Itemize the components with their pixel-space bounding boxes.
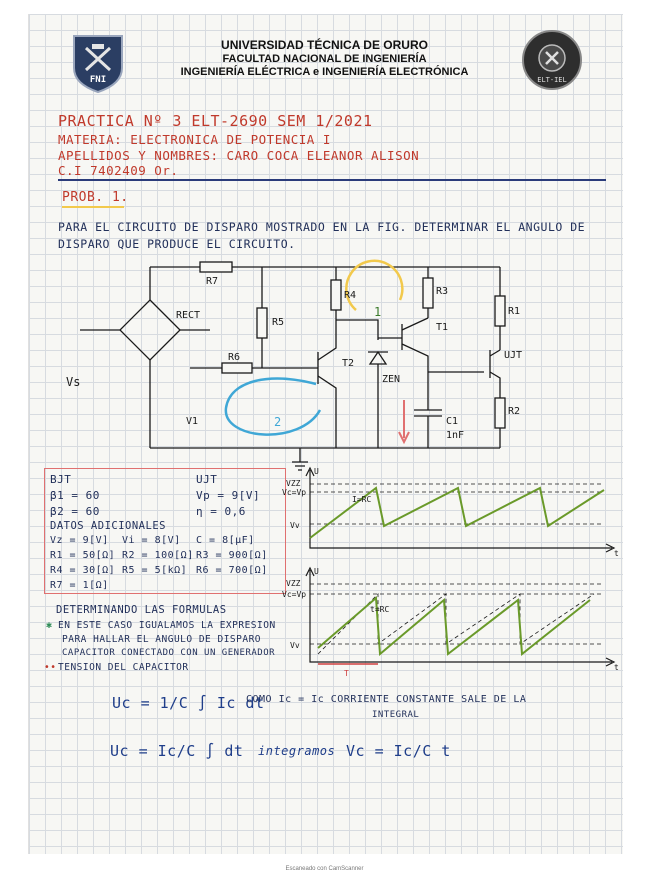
university-name: UNIVERSIDAD TÉCNICA DE ORURO — [221, 38, 428, 52]
label-loop-1: 1 — [374, 305, 382, 319]
vi-value: Vi = 8[V] — [122, 535, 181, 546]
problem-statement-line2: DISPARO QUE PRODUCE EL CIRCUITO. — [58, 237, 296, 251]
problem-label: PROB. 1. — [62, 190, 129, 205]
c-value: C = 8[μF] — [196, 535, 255, 546]
beta2-value: β2 = 60 — [50, 505, 100, 518]
equation-1-comment-b: INTEGRAL — [372, 710, 420, 720]
bottom-vcvp-label: Vc=Vp — [282, 590, 307, 599]
vz-value: Vz = 9[V] — [50, 535, 109, 546]
r7-value: R7 = 1[Ω] — [50, 580, 109, 591]
label-r6: R6 — [228, 352, 241, 363]
label-r7: R7 — [206, 276, 219, 287]
top-vzz-label: VZZ — [286, 479, 301, 488]
bottom-vzz-label: VZZ — [286, 579, 301, 588]
label-v1: V1 — [186, 416, 199, 427]
bottom-u-label: U — [314, 567, 319, 576]
note1-line-c: CAPACITOR CONECTADO CON UN GENERADOR — [62, 648, 276, 658]
equation-1: Uc = 1/C ∫ Ic dt — [112, 694, 265, 712]
label-vs: Vs — [66, 375, 81, 389]
top-ramp-note: I=RC — [352, 495, 372, 504]
scanner-footer: Escaneado con CamScanner — [285, 866, 364, 872]
bottom-t-label: t — [614, 663, 619, 672]
bottom-period-label: T — [344, 669, 349, 678]
note2-line: TENSION DEL CAPACITOR — [58, 662, 189, 673]
r4-value: R4 = 30[Ω] — [50, 565, 116, 576]
r5-value: R5 = 5[kΩ] — [122, 565, 188, 576]
label-zen: ZEN — [382, 374, 401, 385]
top-vv-label: Vv — [290, 521, 300, 530]
additional-data-heading: DATOS ADICIONALES — [50, 520, 166, 532]
practice-title: PRACTICA Nº 3 ELT-2690 SEM 1/2021 — [58, 112, 373, 130]
label-loop-2: 2 — [274, 415, 282, 429]
label-r5: R5 — [272, 317, 285, 328]
label-t1: T1 — [436, 322, 449, 333]
note1-line-a: EN ESTE CASO IGUALAMOS LA EXPRESION — [58, 620, 276, 631]
label-r4: R4 — [344, 290, 357, 301]
integrate-word: integramos — [258, 744, 336, 758]
label-r3: R3 — [436, 286, 449, 297]
student-name-line: APELLIDOS Y NOMBRES: CARO COCA ELEANOR ALISON — [58, 148, 420, 163]
problem-statement-line1: PARA EL CIRCUITO DE DISPARO MOSTRADO EN LA FIG. DETERMINAR EL ANGULO DE — [58, 220, 586, 234]
faculty-name: FACULTAD NACIONAL DE INGENIERÍA — [222, 53, 427, 65]
equation-2: Uc = Ic/C ∫ dt — [110, 742, 244, 760]
eta-value: η = 0,6 — [196, 505, 246, 518]
r6-value: R6 = 700[Ω] — [196, 565, 268, 576]
label-t2: T2 — [342, 358, 355, 369]
r3-value: R3 = 900[Ω] — [196, 550, 268, 561]
label-c1: C1 — [446, 416, 459, 427]
bjt-heading: BJT — [50, 473, 72, 486]
bottom-pulse-wave — [318, 598, 590, 654]
career-name: INGENIERÍA ELÉCTRICA e INGENIERÍA ELECTRÓNICA — [180, 66, 469, 78]
formulas-heading: DETERMINANDO LAS FORMULAS — [56, 604, 227, 616]
fni-logo-text: FNI — [89, 75, 107, 85]
note1-line-b: PARA HALLAR EL ANGULO DE DISPARO — [62, 634, 262, 645]
vp-value: Vp = 9[V] — [196, 489, 261, 502]
note2-bullet: •• — [44, 662, 57, 673]
top-t-label: t — [614, 549, 619, 558]
beta1-value: β1 = 60 — [50, 489, 100, 502]
note-bullet-star: ✱ — [46, 620, 53, 631]
top-vcvp-label: Vc=Vp — [282, 488, 307, 497]
elt-logo-text: ELT-IEL — [537, 76, 567, 84]
top-u-label: U — [314, 467, 319, 476]
label-rect: RECT — [176, 310, 201, 321]
r2-value: R2 = 100[Ω] — [122, 550, 194, 561]
equation-1-comment-a: COMO Ic = Ic CORRIENTE CONSTANTE SALE DE LA — [246, 694, 527, 705]
label-ujt: UJT — [504, 350, 523, 361]
equation-3: Vc = Ic/C t — [346, 742, 451, 760]
label-r1: R1 — [508, 306, 521, 317]
bottom-vv-label: Vv — [290, 641, 300, 650]
bottom-ramp-note: t=RC — [370, 605, 390, 614]
id-line: C.I 7402409 Or. — [58, 163, 179, 178]
subject-line: MATERIA: ELECTRONICA DE POTENCIA I — [58, 132, 331, 147]
label-c1-value: 1nF — [446, 430, 465, 441]
ujt-heading: UJT — [196, 473, 218, 486]
label-r2: R2 — [508, 406, 521, 417]
r1-value: R1 = 50[Ω] — [50, 550, 116, 561]
